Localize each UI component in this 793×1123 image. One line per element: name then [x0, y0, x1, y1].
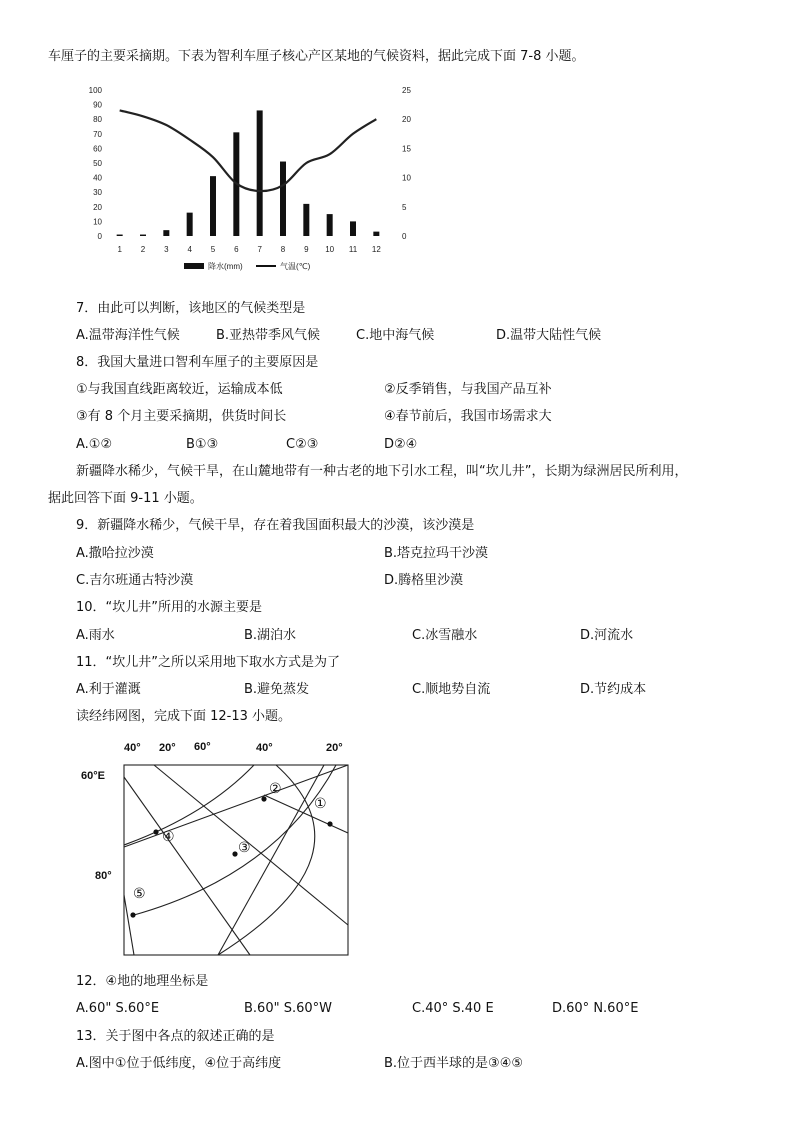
legend-line-label: 气温(℃) — [280, 262, 311, 271]
map-line-1 — [124, 777, 250, 955]
q8-option-b: B①③ — [186, 437, 219, 452]
right-tick-label: 25 — [402, 86, 411, 95]
q7-option-c: C.地中海气候 — [356, 328, 435, 343]
left-tick-label: 60 — [93, 144, 102, 154]
q9-option-a: A.撒哈拉沙漠 — [76, 546, 154, 561]
q7-option-a: A.温带海洋性气候 — [76, 328, 180, 343]
map-frame — [124, 765, 348, 955]
left-tick-label: 100 — [88, 86, 102, 95]
precip-bar — [163, 230, 169, 236]
q12-option-b: B.60" S.60°W — [244, 1001, 332, 1016]
left-tick-label: 10 — [93, 217, 102, 227]
q12-stem: 12．④地的地理坐标是 — [76, 974, 209, 989]
q8-option-c: C②③ — [286, 437, 319, 452]
month-label: 5 — [210, 245, 216, 254]
q11-option-b: B.避免蒸发 — [244, 682, 310, 697]
precip-bar — [140, 235, 146, 236]
left-tick-label: 50 — [93, 159, 102, 168]
q7-option-b: B.亚热带季风气候 — [216, 328, 321, 343]
map-top-label-4: 40° — [256, 742, 273, 754]
precip-bar — [350, 221, 356, 236]
map-point-3: ③ — [238, 839, 251, 855]
map-dot-2 — [261, 796, 266, 801]
legend-bar-label: 降水(mm) — [208, 262, 243, 271]
q11-option-c: C.顺地势自流 — [412, 682, 491, 697]
map-left-label-1: 60°E — [81, 770, 105, 782]
map-top-label-2: 20° — [159, 742, 176, 754]
right-tick-label: 15 — [402, 144, 411, 154]
q7-option-d: D.温带大陆性气候 — [496, 328, 602, 343]
q9-option-d: D.腾格里沙漠 — [384, 573, 464, 588]
map-point-5: ⑤ — [133, 885, 146, 901]
right-tick-label: 5 — [402, 202, 407, 212]
map-point-4: ④ — [162, 828, 175, 844]
right-tick-label: 0 — [402, 232, 407, 241]
climate-chart — [80, 80, 410, 275]
left-tick-label: 30 — [93, 188, 102, 198]
q11-option-a: A.利于灌溉 — [76, 682, 141, 697]
month-label: 6 — [234, 245, 239, 254]
right-tick-label: 20 — [402, 115, 411, 125]
q8-statement-2: ②反季销售，与我国产品互补 — [384, 382, 552, 397]
precip-bar — [210, 176, 216, 236]
legend-bar-swatch — [184, 263, 204, 269]
month-label: 3 — [164, 245, 169, 254]
q8-statement-1: ①与我国直线距离较近，运输成本低 — [76, 382, 283, 397]
month-label: 11 — [348, 245, 358, 254]
right-tick-label: 10 — [402, 173, 411, 183]
q13-option-b: B.位于西半球的是③④⑤ — [384, 1056, 524, 1071]
left-tick-label: 20 — [93, 202, 102, 212]
month-label: 9 — [304, 245, 309, 254]
graticule-map — [76, 735, 376, 965]
map-dot-3 — [232, 851, 237, 856]
q8-statement-4: ④春节前后，我国市场需求大 — [384, 409, 552, 424]
precip-bar — [373, 232, 379, 236]
map-point-2: ② — [269, 780, 282, 796]
q8-statement-3: ③有 8 个月主要采摘期，供货时间长 — [76, 409, 287, 424]
map-line-6 — [264, 795, 348, 833]
q8-stem: 8．我国大量进口智利车厘子的主要原因是 — [76, 355, 319, 370]
map-dot-1 — [327, 821, 332, 826]
q11-stem: 11．“坎儿井”之所以采用地下取水方式是为了 — [76, 655, 341, 670]
map-dot-4 — [153, 829, 158, 834]
temperature-line — [120, 110, 377, 191]
q13-option-a: A.图中①位于低纬度，④位于高纬度 — [76, 1056, 282, 1071]
q11-option-d: D.节约成本 — [580, 682, 647, 697]
q7-stem: 7．由此可以判断，该地区的气候类型是 — [76, 301, 306, 316]
map-top-label-1: 40° — [124, 742, 141, 754]
month-label: 1 — [117, 245, 122, 254]
map-arc-outer — [218, 765, 315, 955]
map-dot-5 — [130, 912, 135, 917]
q9-option-b: B.塔克拉玛干沙漠 — [384, 546, 489, 561]
q8-option-a: A.①② — [76, 437, 113, 452]
q12-option-d: D.60° N.60°E — [552, 1001, 639, 1016]
q10-stem: 10．“坎儿井”所用的水源主要是 — [76, 600, 263, 615]
q9-stem: 9．新疆降水稀少，气候干旱，存在着我国面积最大的沙漠，该沙漠是 — [76, 518, 475, 533]
left-tick-label: 40 — [93, 173, 102, 183]
left-tick-label: 90 — [93, 100, 102, 110]
map-top-label-5: 20° — [326, 742, 343, 754]
left-tick-label: 70 — [93, 129, 102, 139]
intro-7-8: 车厘子的主要采摘期。下表为智利车厘子核心产区某地的气候资料，据此完成下面 7-8 小题。 — [48, 49, 585, 64]
q10-option-c: C.冰雪融水 — [412, 628, 478, 643]
q13-stem: 13．关于图中各点的叙述正确的是 — [76, 1029, 275, 1044]
q10-option-b: B.湖泊水 — [244, 628, 297, 643]
intro-9-11-line2: 据此回答下面 9-11 小题。 — [48, 491, 203, 506]
q12-option-c: C.40° S.40 E — [412, 1001, 494, 1016]
month-label: 10 — [325, 245, 335, 254]
precip-bar — [280, 162, 286, 236]
q10-option-d: D.河流水 — [580, 628, 634, 643]
q10-option-a: A.雨水 — [76, 628, 115, 643]
month-label: 7 — [257, 245, 262, 254]
month-label: 8 — [280, 245, 286, 254]
map-line-4 — [124, 895, 134, 955]
left-tick-label: 80 — [93, 115, 102, 125]
month-label: 4 — [187, 245, 192, 254]
left-tick-label: 0 — [97, 232, 102, 241]
q8-option-d: D②④ — [384, 437, 418, 452]
precip-bar — [187, 213, 193, 236]
map-left-label-2: 80° — [95, 870, 112, 882]
intro-9-11-line1: 新疆降水稀少，气候干旱，在山麓地带有一种古老的地下引水工程，叫“坎儿井”，长期为绿洲居民所利用， — [76, 464, 688, 479]
precip-bar — [327, 214, 333, 236]
precip-bar — [257, 110, 263, 236]
precip-bar — [117, 235, 123, 236]
month-label: 2 — [140, 245, 146, 254]
month-label: 12 — [371, 245, 381, 254]
precip-bar — [303, 204, 309, 236]
map-line-3 — [154, 765, 348, 925]
q12-option-a: A.60" S.60°E — [76, 1001, 160, 1016]
q9-option-c: C.吉尔班通古特沙漠 — [76, 573, 194, 588]
map-top-label-3: 60° — [194, 741, 211, 753]
map-point-1: ① — [314, 795, 327, 811]
intro-12-13: 读经纬网图，完成下面 12-13 小题。 — [76, 709, 292, 724]
